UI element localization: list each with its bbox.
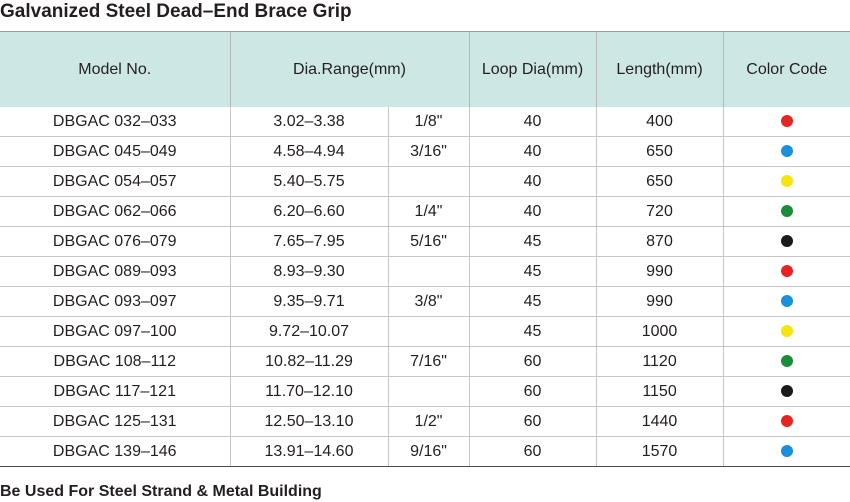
model-cell: DBGAC 032–033 (0, 107, 230, 137)
header-loop-dia: Loop Dia(mm) (469, 32, 596, 108)
color-dot-red (781, 265, 793, 277)
length-cell: 1440 (596, 407, 723, 437)
color-code-cell (723, 257, 850, 287)
loop-dia-cell: 60 (469, 437, 596, 467)
table-row (0, 227, 850, 257)
color-code-cell (723, 377, 850, 407)
loop-dia-cell: 45 (469, 257, 596, 287)
table-row (0, 437, 850, 467)
page-title: Galvanized Steel Dead–End Brace Grip (0, 1, 352, 22)
loop-dia-cell: 60 (469, 407, 596, 437)
dia-range-cell: 4.58–4.94 (230, 137, 388, 167)
model-cell: DBGAC 108–112 (0, 347, 230, 377)
dia-inch-cell (388, 257, 469, 287)
loop-dia-cell: 45 (469, 227, 596, 257)
header-model: Model No. (0, 32, 230, 108)
color-dot-red (781, 415, 793, 427)
dia-range-cell: 9.72–10.07 (230, 317, 388, 347)
model-cell: DBGAC 062–066 (0, 197, 230, 227)
color-dot-green (781, 205, 793, 217)
table-body (0, 107, 850, 467)
length-cell: 870 (596, 227, 723, 257)
color-code-cell (723, 287, 850, 317)
loop-dia-cell: 40 (469, 107, 596, 137)
model-cell: DBGAC 054–057 (0, 167, 230, 197)
table-row (0, 167, 850, 197)
dia-range-cell: 5.40–5.75 (230, 167, 388, 197)
loop-dia-cell: 40 (469, 167, 596, 197)
model-cell: DBGAC 045–049 (0, 137, 230, 167)
length-cell: 1120 (596, 347, 723, 377)
dia-inch-cell: 3/16" (388, 137, 469, 167)
dia-inch-cell: 9/16" (388, 437, 469, 467)
loop-dia-cell: 60 (469, 347, 596, 377)
color-dot-red (781, 115, 793, 127)
spec-table (0, 31, 850, 467)
dia-inch-cell (388, 377, 469, 407)
header-row (0, 32, 850, 108)
color-dot-blue (781, 145, 793, 157)
color-code-cell (723, 107, 850, 137)
table-row (0, 377, 850, 407)
dia-inch-cell: 7/16" (388, 347, 469, 377)
color-dot-yellow (781, 175, 793, 187)
color-dot-blue (781, 445, 793, 457)
length-cell: 990 (596, 257, 723, 287)
color-dot-blue (781, 295, 793, 307)
dia-inch-cell: 1/2" (388, 407, 469, 437)
model-cell: DBGAC 089–093 (0, 257, 230, 287)
color-dot-yellow (781, 325, 793, 337)
length-cell: 650 (596, 167, 723, 197)
model-cell: DBGAC 139–146 (0, 437, 230, 467)
loop-dia-cell: 40 (469, 197, 596, 227)
color-code-cell (723, 137, 850, 167)
model-cell: DBGAC 076–079 (0, 227, 230, 257)
loop-dia-cell: 45 (469, 287, 596, 317)
dia-range-cell: 11.70–12.10 (230, 377, 388, 407)
length-cell: 1570 (596, 437, 723, 467)
loop-dia-cell: 60 (469, 377, 596, 407)
length-cell: 400 (596, 107, 723, 137)
dia-range-cell: 12.50–13.10 (230, 407, 388, 437)
header-color-code: Color Code (723, 32, 850, 108)
dia-range-cell: 13.91–14.60 (230, 437, 388, 467)
dia-inch-cell: 5/16" (388, 227, 469, 257)
color-code-cell (723, 197, 850, 227)
color-dot-black (781, 385, 793, 397)
table-row (0, 407, 850, 437)
table-row (0, 257, 850, 287)
model-cell: DBGAC 097–100 (0, 317, 230, 347)
model-cell: DBGAC 093–097 (0, 287, 230, 317)
color-code-cell (723, 437, 850, 467)
model-cell: DBGAC 117–121 (0, 377, 230, 407)
header-length: Length(mm) (596, 32, 723, 108)
color-dot-black (781, 235, 793, 247)
length-cell: 650 (596, 137, 723, 167)
color-code-cell (723, 167, 850, 197)
dia-range-cell: 3.02–3.38 (230, 107, 388, 137)
dia-inch-cell: 3/8" (388, 287, 469, 317)
model-cell: DBGAC 125–131 (0, 407, 230, 437)
color-code-cell (723, 407, 850, 437)
length-cell: 1000 (596, 317, 723, 347)
length-cell: 990 (596, 287, 723, 317)
table-row (0, 287, 850, 317)
dia-range-cell: 6.20–6.60 (230, 197, 388, 227)
dia-inch-cell: 1/4" (388, 197, 469, 227)
table-row (0, 137, 850, 167)
table-row (0, 347, 850, 377)
dia-range-cell: 8.93–9.30 (230, 257, 388, 287)
dia-inch-cell (388, 317, 469, 347)
color-code-cell (723, 227, 850, 257)
dia-range-cell: 9.35–9.71 (230, 287, 388, 317)
dia-inch-cell: 1/8" (388, 107, 469, 137)
length-cell: 720 (596, 197, 723, 227)
length-cell: 1150 (596, 377, 723, 407)
color-code-cell (723, 317, 850, 347)
loop-dia-cell: 40 (469, 137, 596, 167)
color-dot-green (781, 355, 793, 367)
color-code-cell (723, 347, 850, 377)
dia-range-cell: 7.65–7.95 (230, 227, 388, 257)
dia-inch-cell (388, 167, 469, 197)
dia-range-cell: 10.82–11.29 (230, 347, 388, 377)
table-row (0, 107, 850, 137)
table-row (0, 197, 850, 227)
loop-dia-cell: 45 (469, 317, 596, 347)
table-row (0, 317, 850, 347)
header-dia-range: Dia.Range(mm) (230, 32, 469, 108)
footer-note: Be Used For Steel Strand & Metal Building (0, 483, 322, 500)
